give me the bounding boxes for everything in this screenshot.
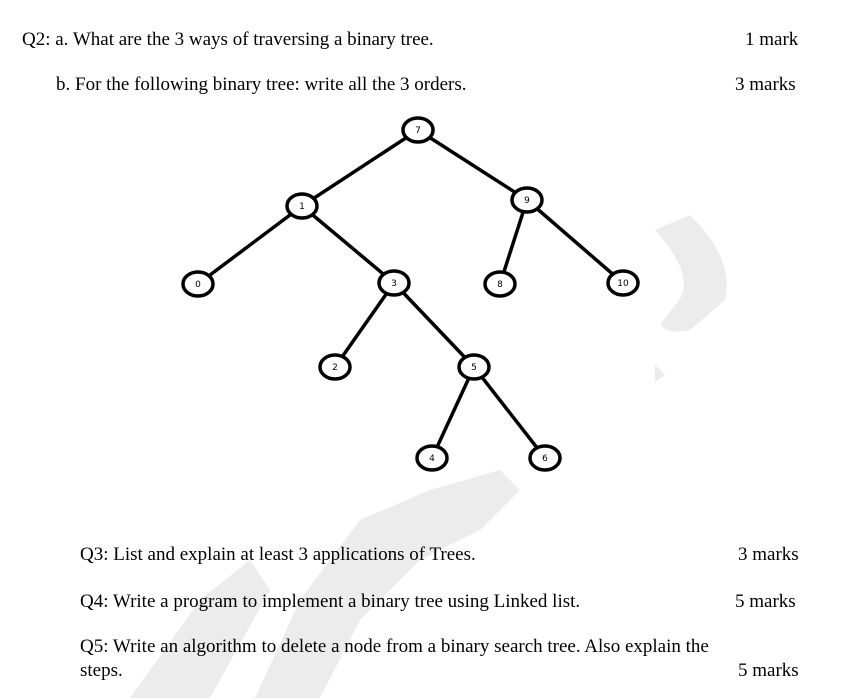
tree-node-4	[417, 446, 447, 470]
tree-node-6	[530, 446, 560, 470]
tree-node-label: 5	[471, 363, 477, 373]
tree-node-label: 3	[391, 279, 397, 289]
tree-node-label: 8	[497, 280, 503, 290]
q4-marks: 5 marks	[735, 591, 796, 612]
q3-marks: 3 marks	[738, 544, 799, 565]
q2a-text: Q2: a. What are the 3 ways of traversing a binary tree.	[22, 29, 434, 50]
tree-edge-7-1	[302, 130, 418, 206]
tree-edge-5-4	[432, 367, 474, 458]
q4-text: Q4: Write a program to implement a binary tree using Linked list.	[80, 591, 581, 612]
tree-node-label: 4	[429, 454, 435, 464]
tree-node-label: 7	[415, 126, 421, 136]
q5-marks: 5 marks	[738, 660, 799, 681]
tree-node-3	[379, 271, 409, 295]
q2a-marks: 1 mark	[745, 29, 799, 50]
tree-node-2	[320, 355, 350, 379]
tree-edge-7-9	[418, 130, 527, 200]
q5-text-line2: steps.	[80, 660, 123, 681]
tree-edge-1-3	[302, 206, 394, 283]
tree-edge-9-10	[527, 200, 623, 283]
tree-edge-3-2	[335, 283, 394, 367]
tree-edge-3-5	[394, 283, 474, 367]
q3-text: Q3: List and explain at least 3 applications of Trees.	[80, 544, 476, 565]
tree-node-label: 10	[617, 279, 629, 289]
q2b-marks: 3 marks	[735, 74, 796, 95]
tree-node-9	[512, 188, 542, 212]
tree-edge-1-0	[198, 206, 302, 284]
tree-node-label: 6	[542, 454, 548, 464]
tree-node-label: 0	[195, 280, 201, 290]
tree-node-8	[485, 272, 515, 296]
tree-node-5	[459, 355, 489, 379]
q5-text-line1: Q5: Write an algorithm to delete a node from a binary search tree. Also explain the	[80, 636, 709, 657]
tree-node-7	[403, 118, 433, 142]
tree-edge-5-6	[474, 367, 545, 458]
q2b-text: b. For the following binary tree: write all the 3 orders.	[56, 74, 467, 95]
tree-node-label: 1	[299, 202, 305, 212]
tree-node-1	[287, 194, 317, 218]
tree-node-label: 2	[332, 363, 338, 373]
tree-node-10	[608, 271, 638, 295]
tree-node-0	[183, 272, 213, 296]
tree-node-label: 9	[524, 196, 530, 206]
